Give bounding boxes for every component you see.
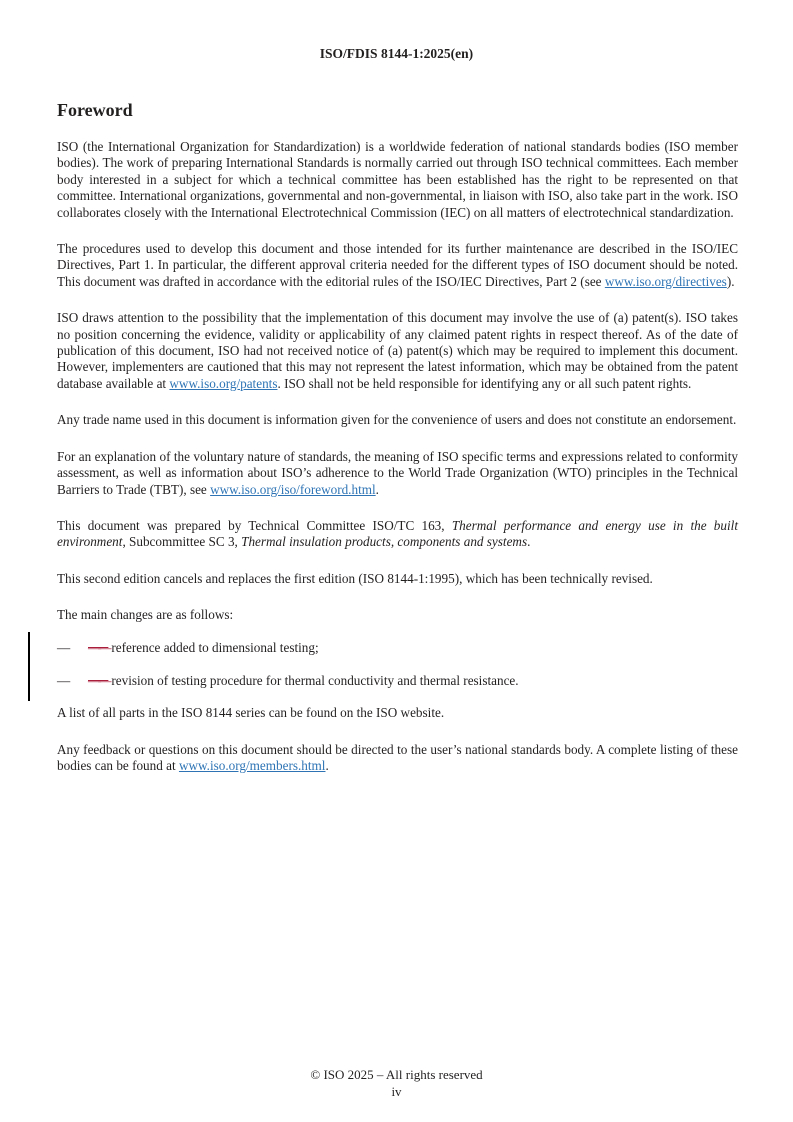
hyperlink[interactable]: www.iso.org/iso/foreword.html (210, 481, 376, 497)
text-run: This document was prepared by Technical Committee ISO/TC 163, (57, 517, 452, 533)
page-footer (0, 1066, 793, 1100)
dash-bullet: — (57, 639, 71, 655)
text-run: ISO draws attention to the possibility that the implementation of this document may involve the use of (a) patent(s). ISO takes no position concerning the evidence, validity or applicability of any claimed patent rights in respect thereof. As of the date of publication of this document, ISO had not received notice of (a) patent(s) which may be required to implement this document. However, implementers are cautioned that this may not represent the latest information, which may be obtained from the patent database available at (57, 310, 738, 391)
paragraph-patents (57, 310, 738, 392)
foreword-heading: Foreword (57, 100, 133, 120)
list-item (57, 640, 738, 656)
text-run: . ISO shall not be held responsible for identifying any or all such patent rights. (277, 375, 692, 391)
italic-text: Thermal performance and energy use in the built environment (57, 517, 738, 550)
text-run: revision of testing procedure for thermal conductivity and thermal resistance. (111, 672, 519, 688)
paragraph-iso-federation (57, 139, 738, 221)
paragraph-wto (57, 449, 738, 498)
list-item-text (88, 673, 738, 689)
paragraph-feedback (57, 742, 738, 775)
text-run: . (375, 481, 379, 497)
text-run: . (325, 758, 329, 774)
text-run: , Subcommittee SC 3, (122, 534, 242, 550)
dash-bullet: — (57, 672, 71, 688)
list-item-text (88, 640, 738, 656)
paragraph-trade-name (57, 412, 738, 428)
text-run: . (527, 534, 531, 550)
hyperlink[interactable]: www.iso.org/members.html (178, 758, 326, 774)
list-item (57, 673, 738, 689)
changes-list (57, 640, 738, 690)
paragraph-second-edition (57, 571, 738, 587)
text-run: For an explanation of the voluntary nature of standards, the meaning of ISO specific terms and expressions related to conformity assessment, as well as information about ISO’s adherence to the World Trade Organization (WTO) principles in the Technical Barriers to Trade (TBT), see (57, 448, 738, 497)
text-run: ). (726, 273, 735, 289)
paragraph-procedures (57, 241, 738, 290)
text-run: This second edition cancels and replaces the first edition (ISO 8144-1:1995), which has been technically revised. (57, 570, 653, 586)
text-run: ISO (the International Organization for Standardization) is a worldwide federation of national standards bodies (ISO member bodies). The work of preparing International Standards is normally carried out through ISO technical committees. Each member body interested in a subject for which a technical committee has been established has the right to be represented on that committee. International organizations, governmental and non-governmental, in liaison with ISO, also take part in the work. ISO collaborates closely with the International Electrotechnical Commission (IEC) on all matters of electrotechnical standardization. (57, 139, 738, 220)
document-content (57, 100, 738, 795)
hyperlink[interactable]: www.iso.org/patents (169, 375, 278, 391)
footer-page-number: iv (391, 1084, 402, 1099)
paragraph-main-changes (57, 607, 738, 623)
text-run: The main changes are as follows: (57, 607, 234, 623)
change-bar-marker (28, 632, 30, 702)
deleted-dash: —— (88, 672, 109, 688)
hyperlink[interactable]: www.iso.org/directives (604, 273, 727, 289)
text-run: Any trade name used in this document is information given for the convenience of users and does not constitute an endorsement. (57, 412, 737, 428)
text-run: Any feedback or questions on this document should be directed to the user’s national standards body. A complete listing of these bodies can be found at (57, 741, 738, 774)
italic-text: Thermal insulation products, components and systems (241, 534, 528, 550)
text-run: The procedures used to develop this document and those intended for its further maintenance are described in the ISO/IEC Directives, Part 1. In particular, the different approval criteria needed for the different types of ISO document should be noted. This document was drafted in accordance with the editorial rules of the ISO/IEC Directives, Part 2 (see (57, 241, 738, 289)
deleted-dash: —— (88, 639, 109, 655)
paragraph-committee (57, 518, 738, 551)
running-header: ISO/FDIS 8144-1:2025(en) (319, 46, 474, 61)
paragraph-series-note (57, 705, 738, 721)
footer-copyright: © ISO 2025 – All rights reserved (310, 1067, 483, 1082)
text-run: reference added to dimensional testing; (111, 639, 319, 655)
text-run: A list of all parts in the ISO 8144 series can be found on the ISO website. (57, 705, 445, 721)
